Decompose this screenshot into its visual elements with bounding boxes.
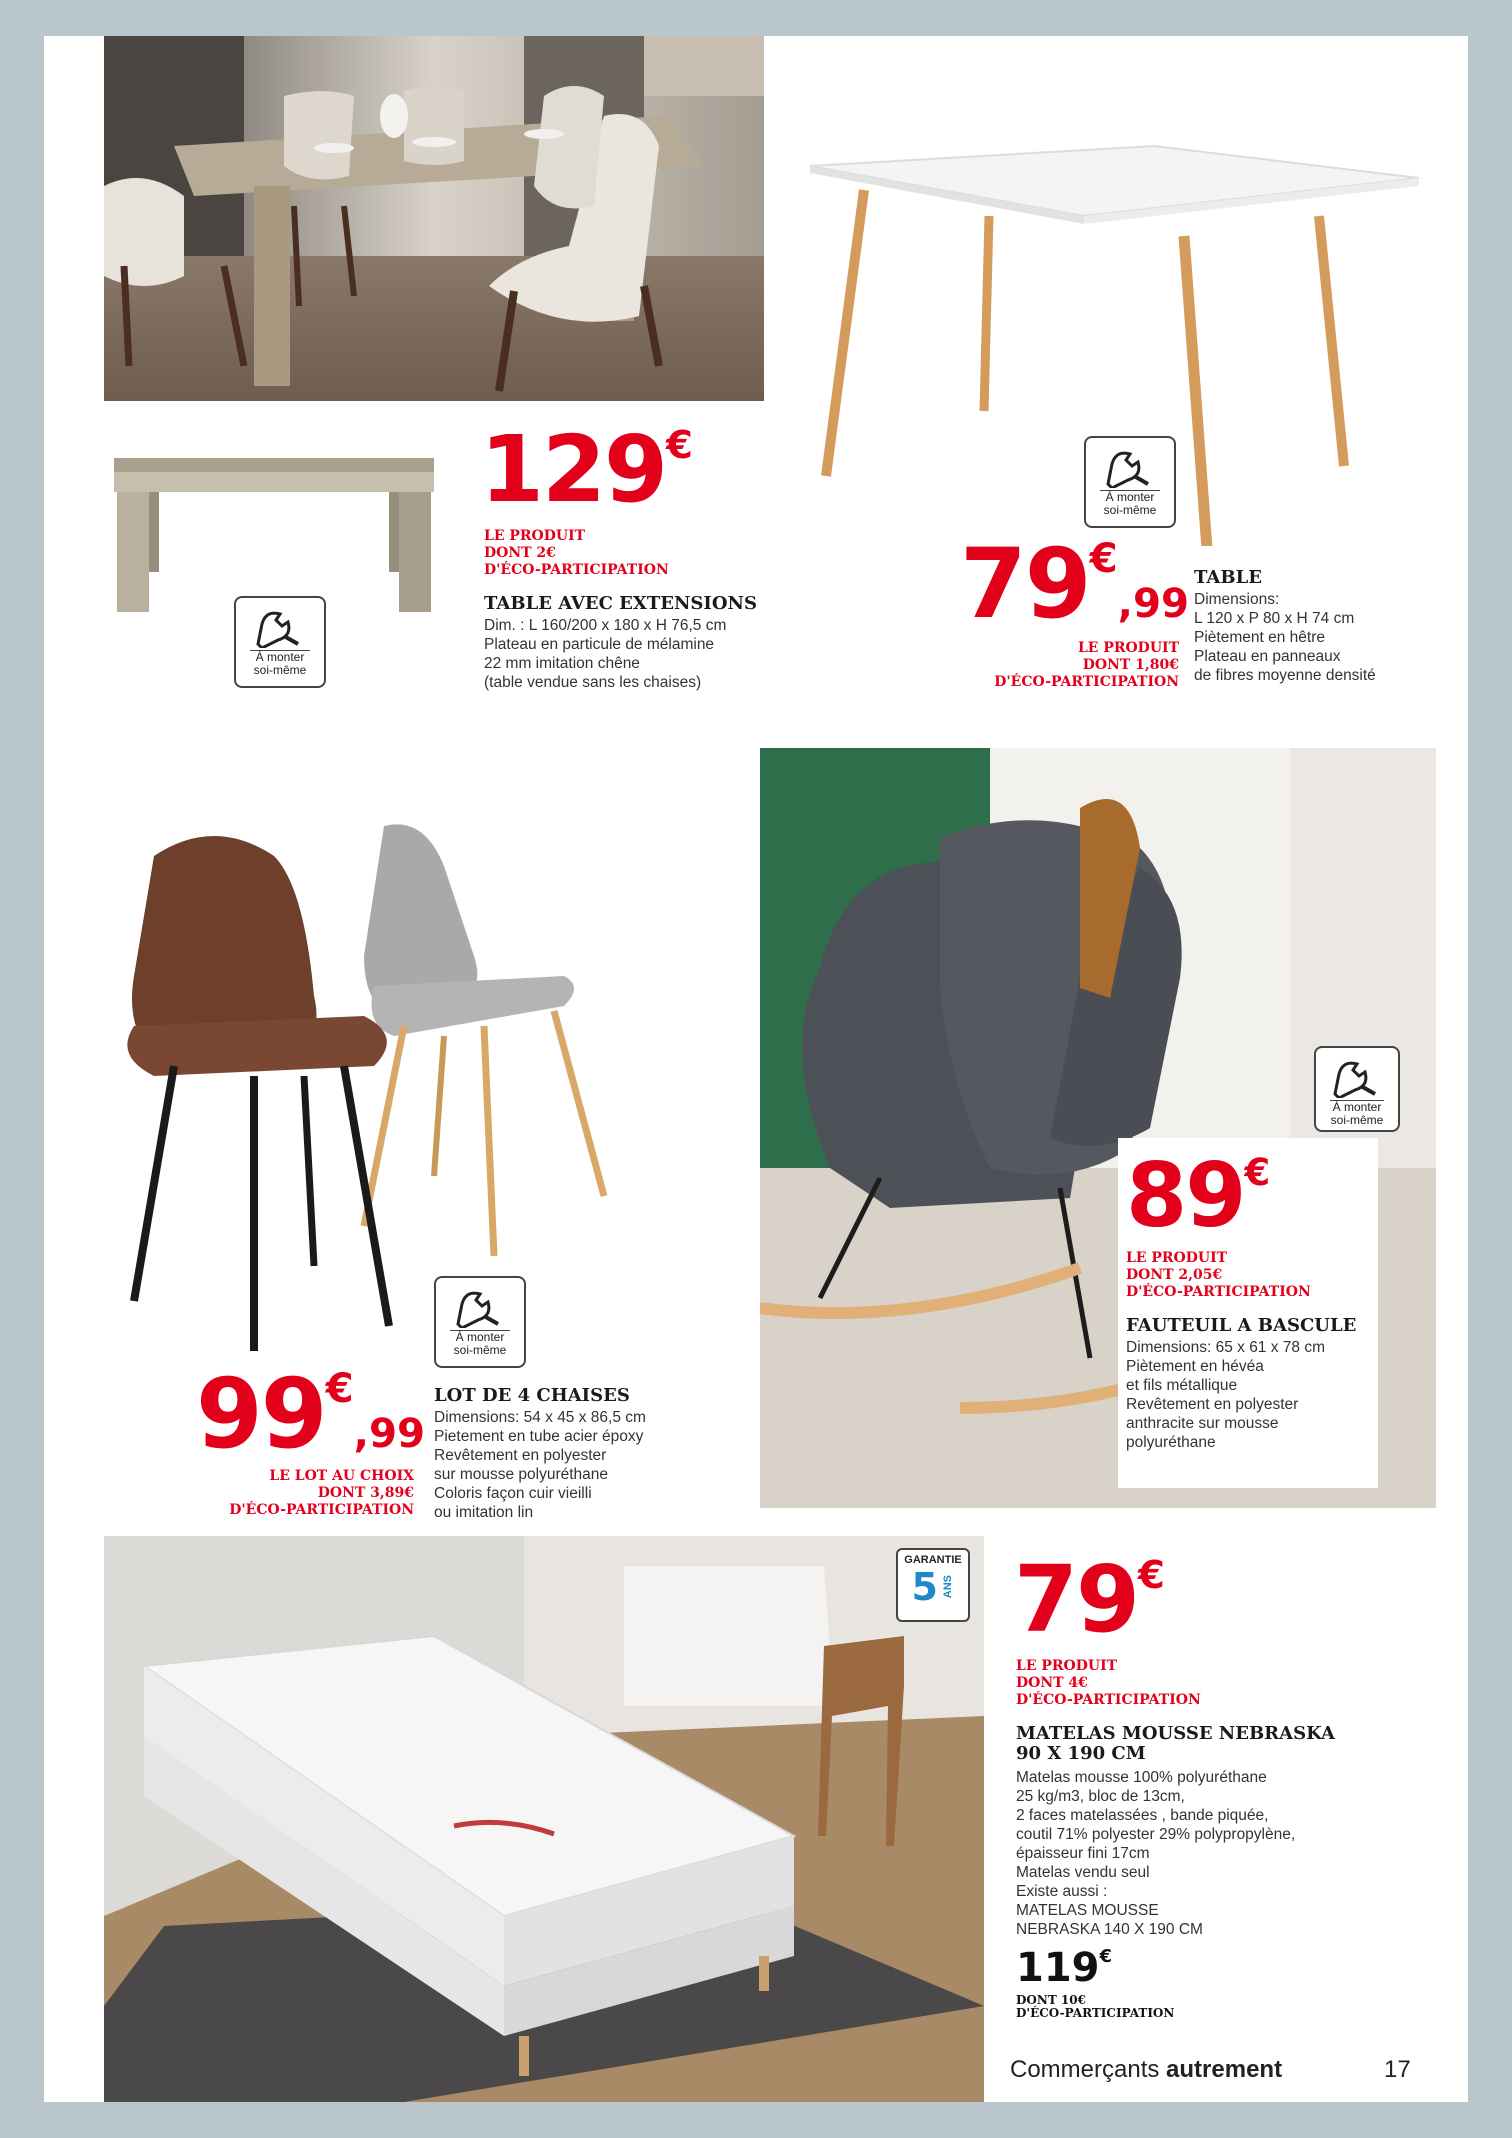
dining-room-photo	[104, 36, 764, 401]
guarantee-label: GARANTIE	[904, 1554, 962, 1566]
footer-brand: Commerçants autrement	[1010, 2056, 1283, 2083]
mattress-alt-eco: DONT 10€ D'ÉCO-PARTICIPATION	[1016, 1993, 1175, 2020]
table-title: TABLE	[1194, 567, 1262, 588]
table-ext-desc: Dim. : L 160/200 x 180 x H 76,5 cm Plateau en particule de mélamine 22 mm imitation chêne (table vendue sans les chaises)	[484, 617, 727, 691]
chairs-eco: LE LOT AU CHOIX DONT 3,89€ D'ÉCO-PARTICIPATION	[229, 1468, 414, 1518]
extension-table-image	[109, 446, 439, 616]
rocker-title: FAUTEUIL A BASCULE	[1126, 1315, 1357, 1336]
mattress-photo	[104, 1536, 984, 2102]
wrench-icon	[1106, 446, 1154, 488]
guarantee-badge	[896, 1548, 970, 1622]
rocker-eco: LE PRODUIT DONT 2,05€ D'ÉCO-PARTICIPATION	[1126, 1250, 1311, 1300]
wrench-icon	[256, 606, 304, 648]
rocker-desc: Dimensions: 65 x 61 x 78 cm Piètement en hévéa et fils métallique Revêtement en polyester anthracite sur mousse polyuréthane	[1126, 1339, 1326, 1451]
guarantee-unit: ANS	[942, 1575, 955, 1599]
catalog-page	[44, 36, 1468, 2102]
wrench-icon	[1333, 1056, 1381, 1098]
assembly-badge: À monter soi-même	[234, 596, 326, 688]
guarantee-years: 5	[911, 1565, 938, 1609]
rocker-price: 89€	[1126, 1144, 1271, 1247]
table-desc: Dimensions: L 120 x P 80 x H 74 cm Piètement en hêtre Plateau en panneaux de fibres moyenne densité	[1194, 591, 1376, 684]
chairs-title: LOT DE 4 CHAISES	[434, 1385, 630, 1406]
page-number: 17	[1384, 2056, 1411, 2083]
table-ext-title: TABLE AVEC EXTENSIONS	[484, 593, 757, 614]
mattress-eco: LE PRODUIT DONT 4€ D'ÉCO-PARTICIPATION	[1016, 1658, 1201, 1708]
mattress-title: MATELAS MOUSSE NEBRASKA 90 X 190 CM	[1016, 1723, 1335, 1764]
mattress-price: 79€	[1014, 1546, 1165, 1653]
mattress-desc: Matelas mousse 100% polyuréthane 25 kg/m3, bloc de 13cm, 2 faces matelassées , bande piquée, coutil 71% polyester 29% polypropylène, épaisseur fini 17cm Matelas vendu seul Existe aussi : MATELAS MOUSSE NEBRASKA 140 X 190 CM	[1016, 1769, 1296, 1938]
assembly-badge: À monter soi-même	[1084, 436, 1176, 528]
table-ext-price: 129€	[480, 416, 693, 523]
wrench-icon	[456, 1286, 504, 1328]
assembly-badge: À monter soi-même	[1314, 1046, 1400, 1132]
assembly-badge: À monter soi-même	[434, 1276, 526, 1368]
table-eco: LE PRODUIT DONT 1,80€ D'ÉCO-PARTICIPATION	[994, 640, 1179, 690]
chairs-price: 99€,99	[196, 1358, 426, 1470]
table-ext-eco: LE PRODUIT DONT 2€ D'ÉCO-PARTICIPATION	[484, 528, 669, 578]
mattress-alt-price: 119€	[1016, 1945, 1113, 1991]
table-price: 79€,99	[960, 528, 1190, 640]
chairs-image	[104, 796, 664, 1356]
chairs-desc: Dimensions: 54 x 45 x 86,5 cm Pietement en tube acier époxy Revêtement en polyester sur mousse polyuréthane Coloris façon cuir vieilli ou imitation lin	[434, 1409, 646, 1521]
